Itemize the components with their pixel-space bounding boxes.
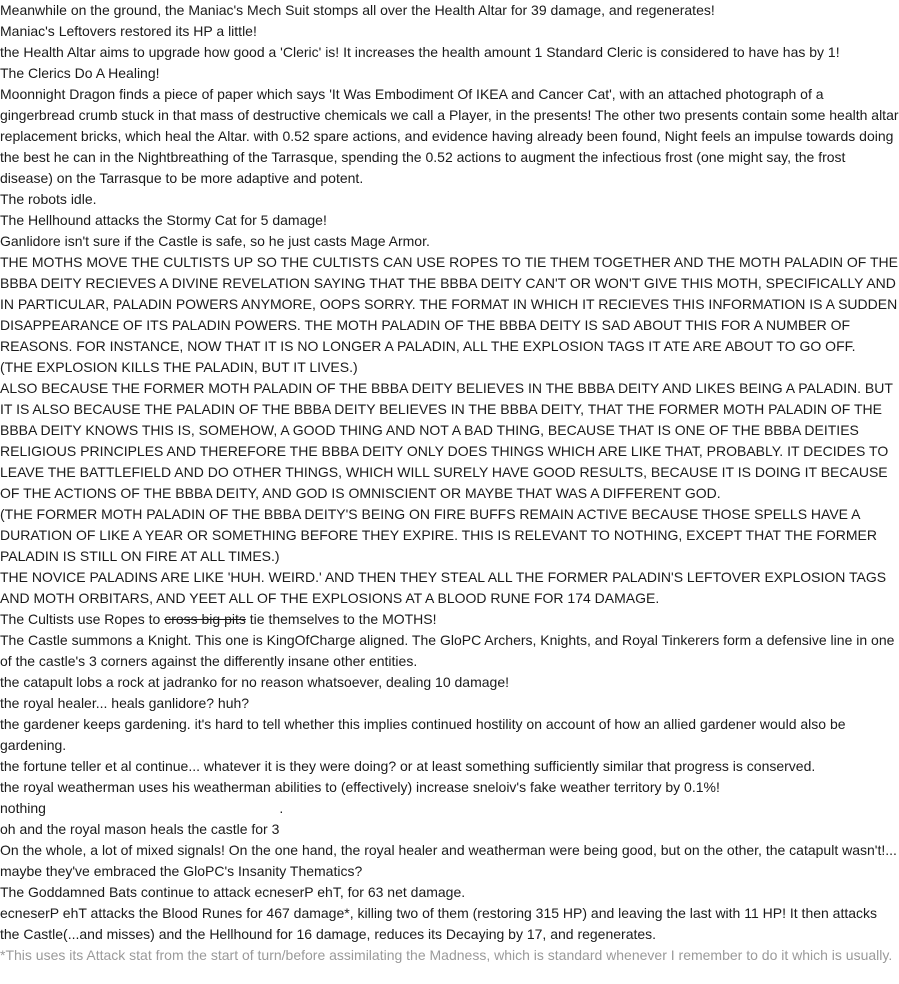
log-line: the catapult lobs a rock at jadranko for no reason whatsoever, dealing 10 damage! [0, 674, 509, 690]
log-line: The Castle summons a Knight. This one is KingOfCharge aligned. The GloPC Archers, Knights, and Royal Tinkerers form a defensive line in one of the castle's 3 corners against the differently insane other entities. [0, 632, 895, 669]
log-line: the royal healer... heals ganlidore? huh? [0, 695, 250, 711]
nothing-word: nothing [0, 800, 46, 816]
log-line: (THE EXPLOSION KILLS THE PALADIN, BUT IT LIVES.) [0, 359, 358, 375]
log-line: Maniac's Leftovers restored its HP a little! [0, 23, 257, 39]
struck-text: cross big pits [164, 611, 246, 627]
footnote: *This uses its Attack stat from the start of turn/before assimilating the Madness, which is standard whenever I remember to do it which is usually. [0, 947, 893, 963]
log-line: THE NOVICE PALADINS ARE LIKE 'HUH. WEIRD.' AND THEN THEY STEAL ALL THE FORMER PALADIN'S LEFTOVER EXPLOSION TAGS AND MOTH ORBITARS, AND YEET ALL OF THE EXPLOSIONS AT A BLOOD RUNE FOR 174 DAMAGE. [0, 569, 887, 606]
log-line: oh and the royal mason heals the castle for 3 [0, 821, 280, 837]
log-line: The Hellhound attacks the Stormy Cat for 5 damage! [0, 212, 327, 228]
log-line: The robots idle. [0, 191, 97, 207]
log-line: the Health Altar aims to upgrade how good a 'Cleric' is! It increases the health amount 1 Standard Cleric is considered to have has by 1! [0, 44, 840, 60]
log-line: (THE FORMER MOTH PALADIN OF THE BBBA DEITY'S BEING ON FIRE BUFFS REMAIN ACTIVE BECAUSE THOSE SPELLS HAVE A DURATION OF LIKE A YEAR OR SOMETHING BEFORE THEY EXPIRE. THIS IS RELEVANT TO NOTHING, EXCEPT THAT THE FORMER PALADIN IS STILL ON FIRE AT ALL TIMES.) [0, 506, 877, 564]
log-line: THE MOTHS MOVE THE CULTISTS UP SO THE CULTISTS CAN USE ROPES TO TIE THEM TOGETHER AND THE MOTH PALADIN OF THE BBBA DEITY RECIEVES A DIVINE REVELATION SAYING THAT THE BBBA DEITY CAN'T OR WON'T GIVE THIS MOTH, SPECIFICALLY AND IN PARTICULAR, PALADIN POWERS ANYMORE, OOPS SORRY. THE FORMAT IN WHICH IT RECIEVES THIS INFORMATION IS A SUDDEN DISAPPEARANCE OF ITS PALADIN POWERS. THE MOTH PALADIN OF THE BBBA DEITY IS SAD ABOUT THIS FOR A NUMBER OF REASONS. FOR INSTANCE, NOW THAT IT IS NO LONGER A PALADIN, ALL THE EXPLOSION TAGS IT ATE ARE ABOUT TO GO OFF. [0, 254, 898, 354]
log-line: the royal weatherman uses his weatherman abilities to (effectively) increase sneloiv's fake weather territory by 0.1%! [0, 779, 720, 795]
nothing-end: . [279, 800, 284, 816]
log-line: the gardener keeps gardening. it's hard to tell whether this implies continued hostility on account of how an allied gardener would also be gardening. [0, 716, 846, 753]
log-line: Moonnight Dragon finds a piece of paper which says 'It Was Embodiment Of IKEA and Cancer Cat', with an attached photograph of a gingerbread crumb stuck in that mass of destructive chemicals we call a Player, in the presents! The other two presents contain some health altar replacement bricks, which heal the Altar. with 0.52 spare actions, and evidence having already been found, Night feels an impulse towards doing the best he can in the Nightbreathing of the Tarrasque, spending the 0.52 actions to augment the infectious frost (one might say, the frost disease) on the Tarrasque to be more adaptive and potent. [0, 86, 899, 186]
log-line: the fortune teller et al continue... whatever it is they were doing? or at least something sufficiently similar that progress is conserved. [0, 758, 816, 774]
log-line: ALSO BECAUSE THE FORMER MOTH PALADIN OF THE BBBA DEITY BELIEVES IN THE BBBA DEITY AND LIKES BEING A PALADIN. BUT IT IS ALSO BECAUSE THE PALADIN OF THE BBBA DEITY BELIEVES IN THE BBBA DEITY, THAT THE FORMER MOTH PALADIN OF THE BBBA DEITY KNOWS THIS IS, SOMEHOW, A GOOD THING AND NOT A BAD THING, BECAUSE THAT IS ONE OF THE BBBA DEITIES RELIGIOUS PRINCIPLES AND THEREFORE THE BBBA DEITY ONLY DOES THINGS WHICH ARE LIKE THAT, PROBABLY. IT DECIDES TO LEAVE THE BATTLEFIELD AND DO OTHER THINGS, WHICH WILL SURELY HAVE GOOD RESULTS, BECAUSE IT IS DOING IT BECAUSE OF THE ACTIONS OF THE BBBA DEITY, AND GOD IS OMNISCIENT OR MAYBE THAT WAS A DIFFERENT GOD. [0, 380, 893, 501]
cultists-line [0, 609, 899, 630]
log-line: On the whole, a lot of mixed signals! On the one hand, the royal healer and weatherman were being good, but on the other, the catapult wasn't!... maybe they've embraced the GloPC's Insanity Thematics? [0, 842, 897, 879]
log-line: ecneserP ehT attacks the Blood Runes for 467 damage*, killing two of them (restoring 315 HP) and leaving the last with 11 HP! It then attacks the Castle(...and misses) and the Hellhound for 16 damage, reduces its Decaying by 17, and regenerates. [0, 905, 878, 942]
log-line: The Goddamned Bats continue to attack ecneserP ehT, for 63 net damage. [0, 884, 466, 900]
cultists-text-before: The Cultists use Ropes to [0, 611, 165, 627]
log-line: The Clerics Do A Healing! [0, 65, 160, 81]
log-line: Ganlidore isn't sure if the Castle is safe, so he just casts Mage Armor. [0, 233, 430, 249]
log-line: Meanwhile on the ground, the Maniac's Mech Suit stomps all over the Health Altar for 39 damage, and regenerates! [0, 2, 715, 18]
nothing-line [0, 798, 899, 819]
nothing-gap [46, 800, 279, 816]
cultists-text-after: tie themselves to the MOTHS! [245, 611, 437, 627]
